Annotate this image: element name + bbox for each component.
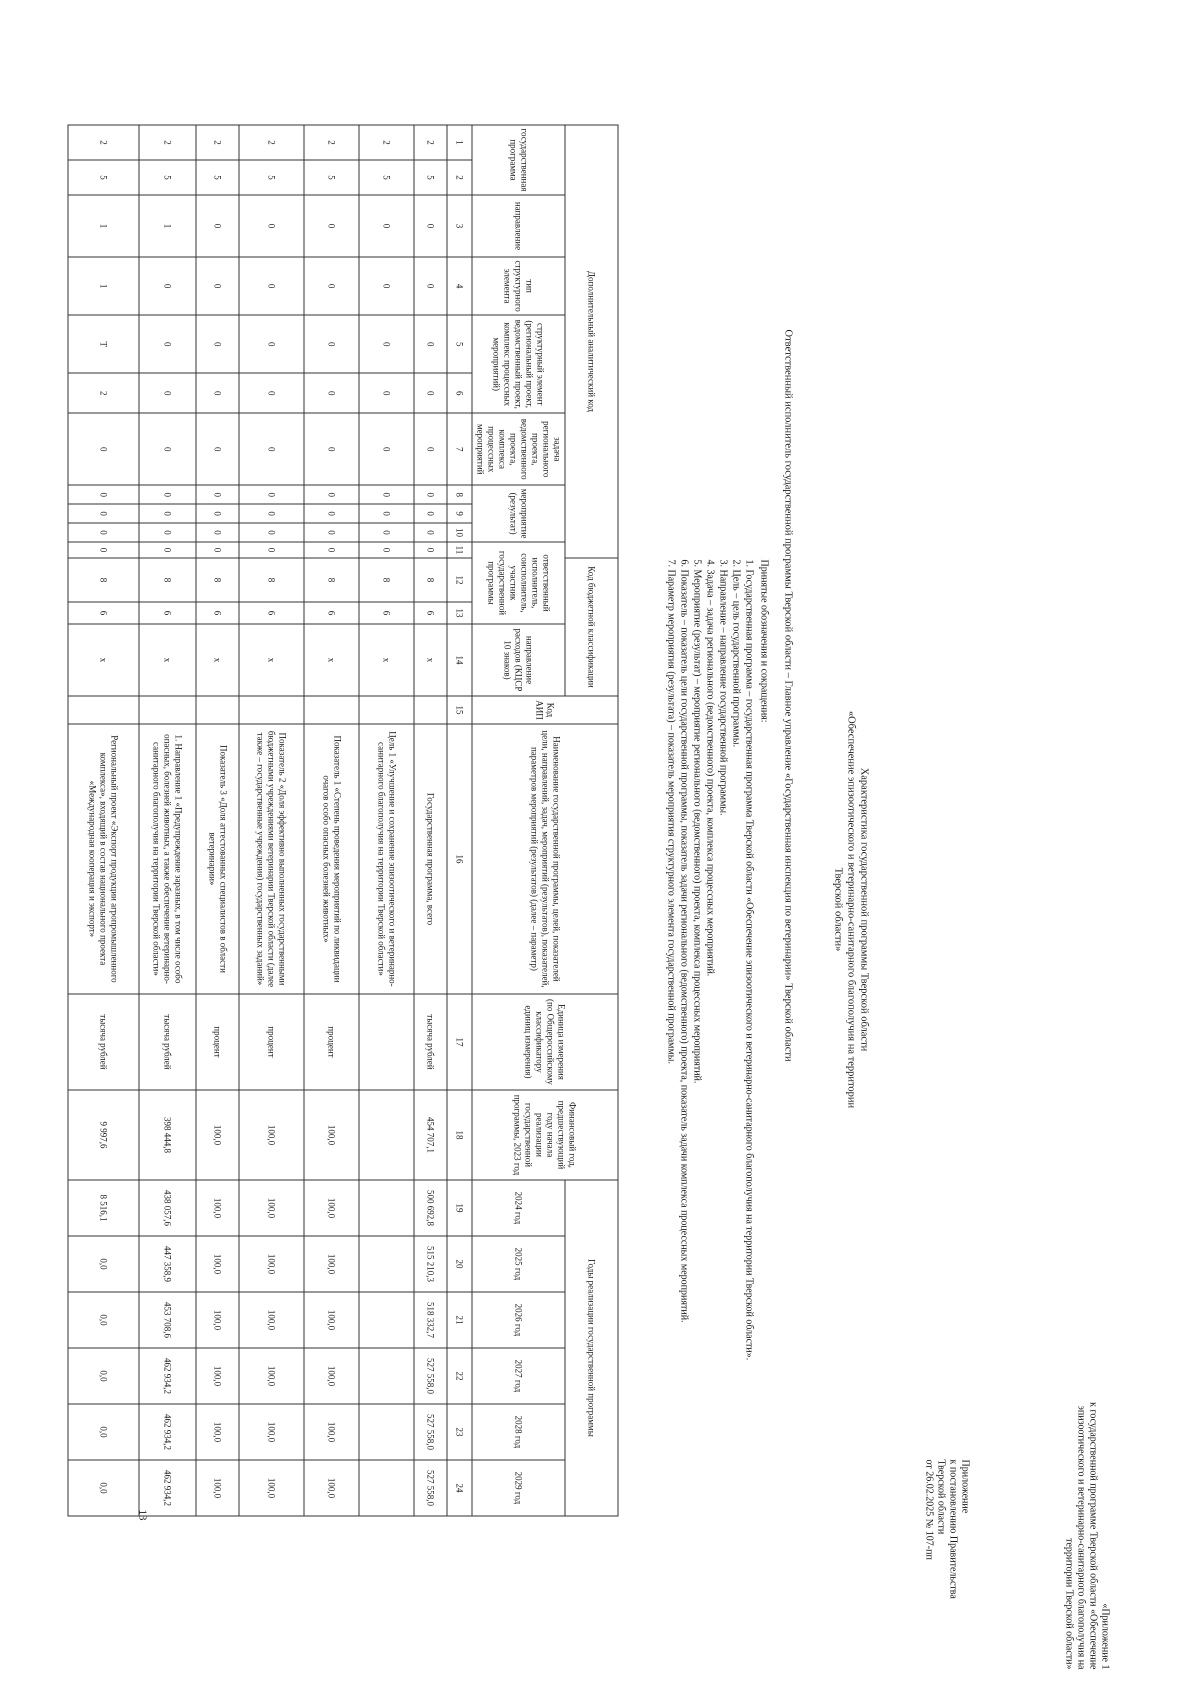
column-number: 1 — [447, 125, 472, 160]
fin-year-cell — [359, 1090, 414, 1180]
column-number: 10 — [447, 523, 472, 542]
expense-cell: х — [139, 624, 196, 696]
header-year: 2025 год — [472, 1236, 565, 1292]
row-index-cell: 2 — [196, 125, 239, 160]
code-cell: 0 — [239, 542, 304, 558]
year-value-cell: 527 558,0 — [414, 1460, 447, 1516]
code-cell: 0 — [359, 485, 414, 504]
appendix-note-line: к постановлению Правительства — [947, 1459, 959, 1599]
header-year: 2027 год — [472, 1348, 565, 1404]
header-type: тип структурного элемента — [472, 257, 565, 315]
code-cell: 0 — [359, 373, 414, 413]
code-cell: 0 — [139, 504, 196, 523]
code-cell: 0 — [304, 413, 359, 485]
header-struct: структурный элемент (региональный проект, ведомственный проект, комплекс процессных мероприятий) — [472, 315, 565, 413]
page-number: 13 — [136, 1509, 149, 1521]
header-year: 2024 год — [472, 1180, 565, 1236]
code-cell: 0 — [304, 257, 359, 315]
code-cell: 8 — [414, 558, 447, 602]
code-cell: 0 — [359, 413, 414, 485]
code-cell: 0 — [239, 523, 304, 542]
year-value-cell: 100,0 — [196, 1404, 239, 1460]
unit-cell: процент — [196, 994, 239, 1090]
code-cell: 0 — [139, 413, 196, 485]
column-number: 22 — [447, 1348, 472, 1404]
code-cell: 0 — [414, 195, 447, 257]
column-number: 12 — [447, 558, 472, 602]
expense-cell: х — [196, 624, 239, 696]
year-value-cell: 100,0 — [196, 1460, 239, 1516]
year-value-cell: 100,0 — [304, 1460, 359, 1516]
code-cell: 0 — [196, 504, 239, 523]
year-value-cell: 100,0 — [304, 1292, 359, 1348]
year-value-cell: 100,0 — [196, 1236, 239, 1292]
appendix-label — [1063, 1300, 1111, 1670]
year-value-cell: 100,0 — [304, 1180, 359, 1236]
code-cell: 0 — [68, 542, 139, 558]
fin-year-cell: 454 707,1 — [414, 1090, 447, 1180]
aip-cell — [414, 696, 447, 724]
code-cell: 6 — [139, 602, 196, 624]
appendix-note-line: Приложение — [959, 1459, 971, 1514]
code-cell: 0 — [196, 485, 239, 504]
table-row — [139, 125, 196, 1516]
year-value-cell: 100,0 — [239, 1292, 304, 1348]
appendix-note — [923, 1460, 971, 1680]
year-value-cell: 8 516,1 — [68, 1180, 139, 1236]
unit-cell: процент — [239, 994, 304, 1090]
header-expense: направление расходов (КЦСР 10 знаков) — [472, 624, 565, 696]
year-value-cell: 100,0 — [304, 1348, 359, 1404]
header-budget-code: Код бюджетной классификации — [565, 558, 618, 696]
expense-cell: х — [414, 624, 447, 696]
header-name: Наименование государственной программы, целей, показателей цели, направлений, задач, мероприятий (результатов), показателей, параметров мероприятий (результатов) (далее – параметр) — [472, 724, 618, 994]
year-value-cell — [359, 1460, 414, 1516]
name-cell: Показатель 3 «Доля аттестованных специалистов в области ветеринарии» — [196, 724, 239, 994]
column-number: 3 — [447, 195, 472, 257]
code-cell: 0 — [304, 523, 359, 542]
header-year: 2026 год — [472, 1292, 565, 1348]
code-cell: 1 — [68, 195, 139, 257]
code-cell: 0 — [68, 523, 139, 542]
code-cell: 0 — [196, 373, 239, 413]
code-cell: 0 — [139, 315, 196, 373]
code-cell: 0 — [304, 315, 359, 373]
year-value-cell: 0,0 — [68, 1236, 139, 1292]
row-index-cell: 2 — [139, 125, 196, 160]
code-cell: 0 — [414, 523, 447, 542]
fin-year-cell: 100,0 — [304, 1090, 359, 1180]
abbreviation-item: 4. Задача – задача регионального (ведомственного) проекта, комплекса процессных мероприятий. — [704, 559, 716, 977]
code-cell: 0 — [414, 504, 447, 523]
table-row — [196, 125, 239, 1516]
fin-year-cell: 100,0 — [196, 1090, 239, 1180]
code-cell: 5 — [196, 160, 239, 195]
code-cell: 0 — [414, 542, 447, 558]
fin-year-cell: 398 444,8 — [139, 1090, 196, 1180]
header-year: 2028 год — [472, 1404, 565, 1460]
name-cell: Показатель 1 «Степень проведения мероприятий по ликвидации очагов особо опасных болезней животных» — [304, 724, 359, 994]
column-number: 9 — [447, 504, 472, 523]
column-number: 24 — [447, 1460, 472, 1516]
code-cell: 0 — [68, 413, 139, 485]
name-cell: Государственная программа, всего — [414, 724, 447, 994]
code-cell: 0 — [239, 195, 304, 257]
unit-cell: тысяча рублей — [139, 994, 196, 1090]
code-cell: Т — [68, 315, 139, 373]
header-responsible: ответственный исполнитель, соисполнитель, участник государственной программы — [472, 542, 565, 624]
code-cell: 0 — [359, 523, 414, 542]
code-cell: 0 — [139, 373, 196, 413]
code-cell: 5 — [304, 160, 359, 195]
code-cell: 0 — [196, 542, 239, 558]
code-cell: 0 — [239, 373, 304, 413]
code-cell: 0 — [196, 315, 239, 373]
code-cell: 0 — [359, 315, 414, 373]
header-years-group: Годы реализации государственной программы — [565, 1180, 618, 1516]
code-cell: 0 — [239, 413, 304, 485]
fin-year-cell: 9 997,6 — [68, 1090, 139, 1180]
header-event: мероприятие (результат) — [472, 485, 565, 542]
year-value-cell — [359, 1236, 414, 1292]
column-number: 8 — [447, 485, 472, 504]
year-value-cell: 100,0 — [239, 1404, 304, 1460]
year-value-cell: 100,0 — [239, 1348, 304, 1404]
appendix-note-line: Тверской области — [935, 1459, 947, 1535]
column-number: 4 — [447, 257, 472, 315]
column-number: 15 — [447, 696, 472, 724]
column-number: 23 — [447, 1404, 472, 1460]
header-unit: Единица измерения (по Общероссийскому классификатору единиц измерения) — [472, 994, 618, 1090]
code-cell: 5 — [414, 160, 447, 195]
abbreviation-item: 7. Параметр мероприятия (результата) – показатель мероприятия структурного элемента государственной программы. — [665, 559, 677, 1065]
year-value-cell: 462 934,2 — [139, 1348, 196, 1404]
code-cell: 0 — [68, 504, 139, 523]
code-cell: 0 — [239, 257, 304, 315]
abbreviations-header: Принятые обозначения и сокращения: — [758, 559, 770, 723]
unit-cell: тысяча рублей — [414, 994, 447, 1090]
fin-year-cell: 100,0 — [239, 1090, 304, 1180]
aip-cell — [68, 696, 139, 724]
year-value-cell: 462 934,2 — [139, 1460, 196, 1516]
year-value-cell: 100,0 — [196, 1180, 239, 1236]
appendix-label-line: эпизоотического и ветеринарно-санитарного благополучия на — [1075, 1405, 1087, 1670]
code-cell: 0 — [414, 257, 447, 315]
year-value-cell — [359, 1348, 414, 1404]
row-index-cell: 2 — [304, 125, 359, 160]
code-cell: 0 — [196, 413, 239, 485]
year-value-cell: 438 057,6 — [139, 1180, 196, 1236]
code-cell: 6 — [414, 602, 447, 624]
rotated-sheet — [1, 0, 1200, 1703]
abbreviation-item: 1. Государственная программа – государственная программа Тверской области «Обеспечение эпизоотического и ветеринарно-санитарного благополучия на территории Тверской области». — [743, 559, 755, 1361]
code-cell: 0 — [196, 195, 239, 257]
code-cell: 6 — [68, 602, 139, 624]
table-header-row — [565, 125, 618, 1516]
aip-cell — [139, 696, 196, 724]
year-value-cell: 100,0 — [239, 1180, 304, 1236]
code-cell: 0 — [414, 413, 447, 485]
column-number: 6 — [447, 373, 472, 413]
year-value-cell: 100,0 — [304, 1236, 359, 1292]
code-cell: 6 — [196, 602, 239, 624]
year-value-cell: 515 210,3 — [414, 1236, 447, 1292]
code-cell: 0 — [68, 485, 139, 504]
header-fin-year: Финансовый год, предшествующий году начала реализации государственной программы, 2023 год — [472, 1090, 618, 1180]
column-number-row — [447, 125, 472, 1516]
year-value-cell: 100,0 — [239, 1460, 304, 1516]
abbreviations-block — [665, 560, 771, 1610]
expense-cell: х — [239, 624, 304, 696]
table-row — [359, 125, 414, 1516]
column-number: 16 — [447, 724, 472, 994]
header-program: государственная программа — [472, 125, 565, 195]
code-cell: 0 — [304, 195, 359, 257]
code-cell: 0 — [359, 504, 414, 523]
unit-cell — [359, 994, 414, 1090]
code-cell: 8 — [68, 558, 139, 602]
year-value-cell — [359, 1180, 414, 1236]
code-cell: 6 — [359, 602, 414, 624]
table-row — [68, 125, 139, 1516]
title-line: «Обеспечение эпизоотического и ветеринарно-санитарного благополучия на территории Тверской области» — [832, 710, 857, 1109]
year-value-cell: 100,0 — [196, 1292, 239, 1348]
row-index-cell: 2 — [359, 125, 414, 160]
code-cell: 2 — [68, 373, 139, 413]
unit-cell: тысяча рублей — [68, 994, 139, 1090]
name-cell: Региональный проект «Экспорт продукции агропромышленного комплекса», входящий в состав национального проекта «Международная кооперация и экспорт» — [68, 724, 139, 994]
year-value-cell: 453 708,6 — [139, 1292, 196, 1348]
year-value-cell — [359, 1292, 414, 1348]
code-cell: 0 — [139, 542, 196, 558]
code-cell: 0 — [414, 485, 447, 504]
year-value-cell — [359, 1404, 414, 1460]
year-value-cell: 527 558,0 — [414, 1348, 447, 1404]
year-value-cell: 100,0 — [239, 1236, 304, 1292]
code-cell: 8 — [196, 558, 239, 602]
code-cell: 0 — [414, 373, 447, 413]
responsible-executor: Ответственный исполнитель государственной программы Тверской области – Главное управление «Государственная инспекция по ветеринарии» Тверской области — [782, 329, 794, 1062]
abbreviation-item: 5. Мероприятие (результат) – мероприятие регионального (ведомственного) проекта, комплекса процессных мероприятий. — [691, 559, 703, 1084]
abbreviation-item: 3. Направление – направление государственной программы. — [717, 559, 729, 816]
row-index-cell: 2 — [68, 125, 139, 160]
expense-cell: х — [359, 624, 414, 696]
code-cell: 0 — [304, 485, 359, 504]
row-index-cell: 2 — [239, 125, 304, 160]
aip-cell — [239, 696, 304, 724]
code-cell: 0 — [304, 504, 359, 523]
code-cell: 0 — [139, 485, 196, 504]
aip-cell — [304, 696, 359, 724]
year-value-cell: 100,0 — [304, 1404, 359, 1460]
year-value-cell: 0,0 — [68, 1292, 139, 1348]
code-cell: 0 — [359, 542, 414, 558]
code-cell: 0 — [239, 485, 304, 504]
title-line: Характеристика государственной программы Тверской области — [858, 767, 870, 1052]
expense-cell: х — [304, 624, 359, 696]
column-number: 2 — [447, 160, 472, 195]
header-task: задача регионального проекта, ведомственного проекта, комплекса процессных мероприятий — [472, 413, 565, 485]
program-table — [68, 125, 619, 1517]
code-cell: 0 — [196, 523, 239, 542]
header-year: 2029 год — [472, 1460, 565, 1516]
code-cell: 0 — [239, 504, 304, 523]
appendix-label-line: территории Тверской области» — [1063, 1538, 1075, 1670]
unit-cell: процент — [304, 994, 359, 1090]
code-cell: 5 — [68, 160, 139, 195]
table-row — [414, 125, 447, 1516]
code-cell: 0 — [359, 257, 414, 315]
code-cell: 0 — [196, 257, 239, 315]
code-cell: 5 — [239, 160, 304, 195]
column-number: 21 — [447, 1292, 472, 1348]
code-cell: 8 — [139, 558, 196, 602]
code-cell: 6 — [239, 602, 304, 624]
name-cell: Показатель 2 «Доля эффективно выполненных государственными бюджетными учреждениями ветеринарии Тверской области (далее также – государственные учреждения) государственных заданий» — [239, 724, 304, 994]
year-value-cell: 500 692,8 — [414, 1180, 447, 1236]
column-number: 19 — [447, 1180, 472, 1236]
year-value-cell: 527 558,0 — [414, 1404, 447, 1460]
year-value-cell: 0,0 — [68, 1348, 139, 1404]
year-value-cell: 518 332,7 — [414, 1292, 447, 1348]
column-number: 14 — [447, 624, 472, 696]
aip-cell — [196, 696, 239, 724]
column-number: 18 — [447, 1090, 472, 1180]
table-row — [239, 125, 304, 1516]
column-number: 13 — [447, 602, 472, 624]
code-cell: 1 — [139, 195, 196, 257]
code-cell: 0 — [239, 315, 304, 373]
column-number: 7 — [447, 413, 472, 485]
column-number: 11 — [447, 542, 472, 558]
year-value-cell: 100,0 — [196, 1348, 239, 1404]
header-aip: Код АИП — [472, 696, 618, 724]
code-cell: 8 — [304, 558, 359, 602]
name-cell: 1. Направление 1 «Предупреждение заразных, в том числе особо опасных, болезней животных, а также обеспечение ветеринарно-санитарного благополучия на территории Тверской области» — [139, 724, 196, 994]
expense-cell: х — [68, 624, 139, 696]
code-cell: 0 — [304, 542, 359, 558]
code-cell: 0 — [139, 523, 196, 542]
code-cell: 6 — [304, 602, 359, 624]
code-cell: 0 — [414, 315, 447, 373]
appendix-label-line: «Приложение 1 — [1099, 1603, 1111, 1670]
year-value-cell: 0,0 — [68, 1404, 139, 1460]
year-value-cell: 447 358,9 — [139, 1236, 196, 1292]
appendix-note-line: от 26.02.2025 № 107-пп — [923, 1459, 935, 1560]
code-cell: 8 — [239, 558, 304, 602]
code-cell: 1 — [68, 257, 139, 315]
column-number: 20 — [447, 1236, 472, 1292]
code-cell: 8 — [359, 558, 414, 602]
column-number: 17 — [447, 994, 472, 1090]
code-cell: 5 — [359, 160, 414, 195]
column-number: 5 — [447, 315, 472, 373]
code-cell: 0 — [359, 195, 414, 257]
code-cell: 0 — [139, 257, 196, 315]
code-cell: 5 — [139, 160, 196, 195]
abbreviation-item: 2. Цель – цель государственной программы. — [730, 559, 742, 748]
header-additional-code: Дополнительный аналитический код — [565, 125, 618, 558]
year-value-cell: 0,0 — [68, 1460, 139, 1516]
table-row — [304, 125, 359, 1516]
name-cell: Цель 1 «Улучшение и сохранение эпизоотического и ветеринарно-санитарного благополучия на территории Тверской области» — [359, 724, 414, 994]
aip-cell — [359, 696, 414, 724]
abbreviation-item: 6. Показатель – показатель цели государственной программы, показатель задачи регионального (ведомственного) проекта, показатель задачи комплекса процессных мероприятий. — [678, 559, 690, 1323]
code-cell: 0 — [304, 373, 359, 413]
row-index-cell: 2 — [414, 125, 447, 160]
document-title — [832, 700, 871, 1120]
year-value-cell: 462 934,2 — [139, 1404, 196, 1460]
header-direction: направление — [472, 195, 565, 257]
table-body — [68, 125, 447, 1516]
appendix-label-line: к государственной программе Тверской области «Обеспечение — [1087, 1402, 1099, 1670]
